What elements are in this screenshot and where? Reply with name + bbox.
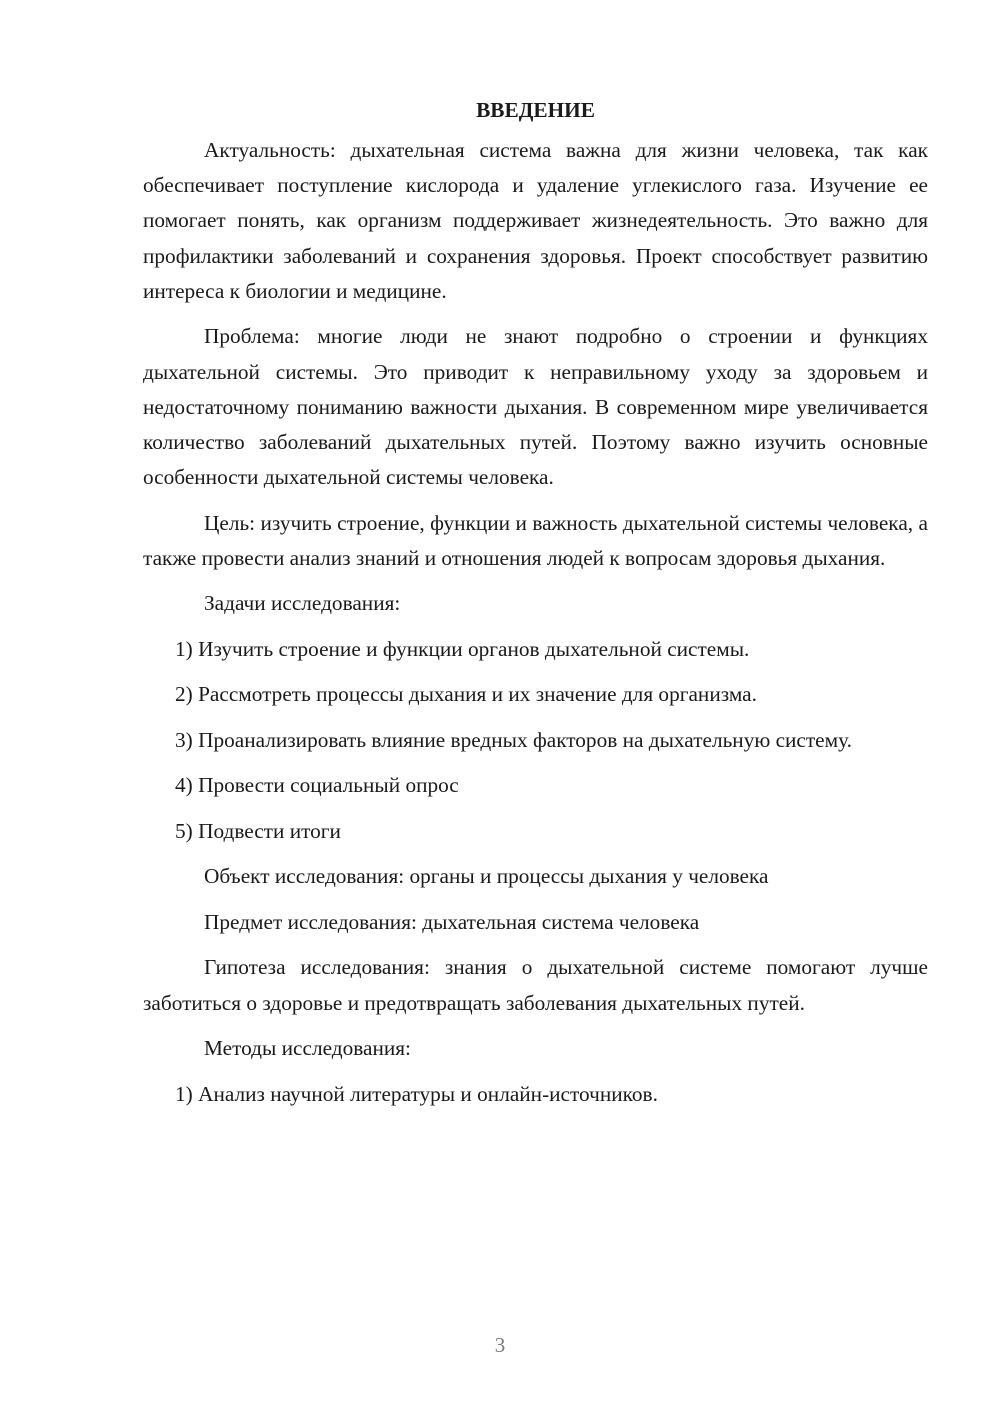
method-item: 1) Анализ научной литературы и онлайн-источников. <box>175 1081 658 1106</box>
task-item: 1) Изучить строение и функции органов дыхательной системы. <box>175 636 750 661</box>
task-item: 5) Подвести итоги <box>175 818 341 843</box>
paragraph-relevance: Актуальность: дыхательная система важна для жизни человека, так как обеспечивает поступление кислорода и удаление углекислого газа. Изучение ее помогает понять, как организм поддерживает жизнедеятельность. Это важно для профилактики заболеваний и сохранения здоровья. Проект способствует развитию интереса к биологии и медицине. <box>143 138 928 303</box>
paragraph-problem: Проблема: многие люди не знают подробно о строении и функциях дыхательной системы. Это приводит к неправильному уходу за здоровьем и недостаточному пониманию важности дыхания. В современном мире увеличивается количество заболеваний дыхательных путей. Поэтому важно изучить основные особенности дыхательной системы человека. <box>143 324 928 490</box>
document-page <box>143 93 928 1122</box>
paragraph-goal: Цель: изучить строение, функции и важность дыхательной системы человека, а также провести анализ знаний и отношения людей к вопросам здоровья дыхания. <box>143 510 928 570</box>
page-number: 3 <box>494 1333 506 1357</box>
section-title: ВВЕДЕНИЕ <box>476 98 595 122</box>
research-hypothesis: Гипотеза исследования: знания о дыхательной системе помогают лучше заботиться о здоровье и предотвращать заболевания дыхательных путей. <box>143 955 928 1015</box>
research-object: Объект исследования: органы и процессы дыхания у человека <box>204 864 769 889</box>
methods-heading: Методы исследования: <box>204 1036 411 1061</box>
task-item: 2) Рассмотреть процессы дыхания и их значение для организма. <box>175 682 757 707</box>
task-item: 4) Провести социальный опрос <box>175 773 459 798</box>
task-item: 3) Проанализировать влияние вредных факторов на дыхательную систему. <box>175 727 852 752</box>
tasks-heading: Задачи исследования: <box>204 591 401 616</box>
research-subject: Предмет исследования: дыхательная система человека <box>204 909 700 934</box>
